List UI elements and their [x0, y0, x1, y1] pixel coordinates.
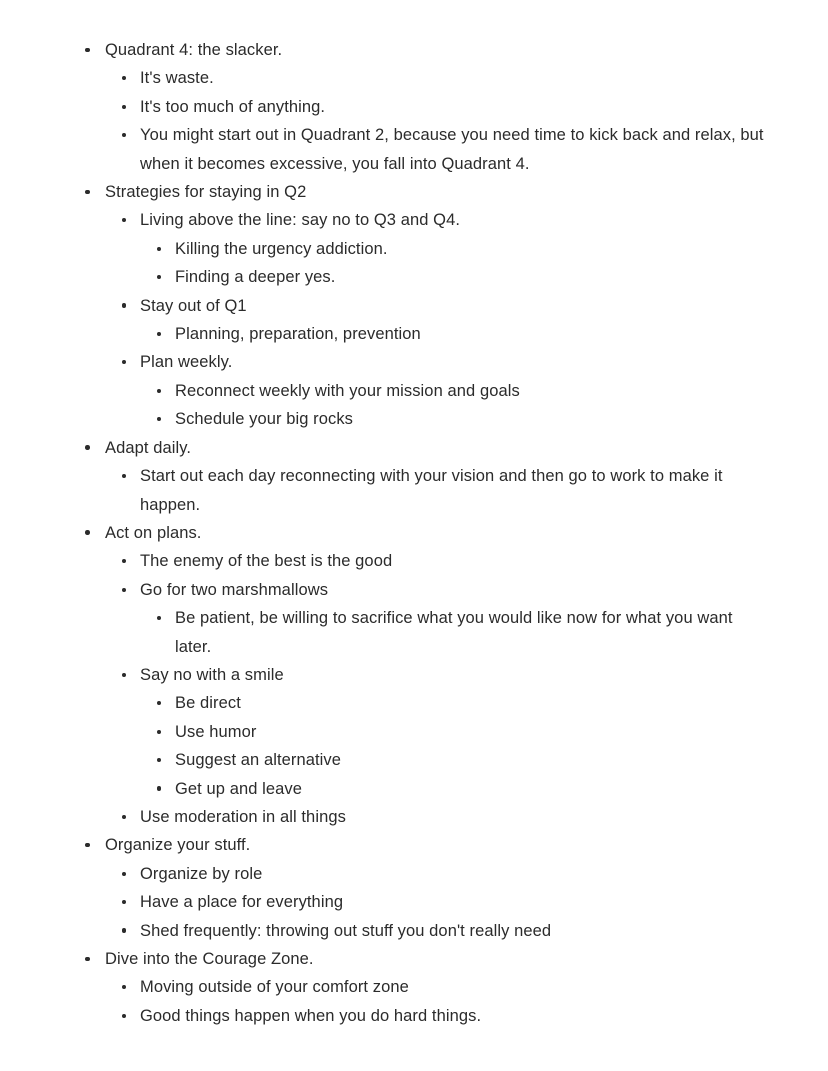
- bullet-icon: [122, 900, 126, 904]
- list-item: [140, 689, 768, 717]
- list-item: [140, 718, 768, 746]
- list-item-text: The enemy of the best is the good: [140, 552, 393, 571]
- list-item-text: Quadrant 4: the slacker.: [105, 41, 283, 59]
- bullet-icon: [157, 332, 161, 336]
- list-item: [140, 746, 768, 774]
- list-item-text: Suggest an alternative: [175, 751, 342, 770]
- bullet-icon: [157, 701, 161, 705]
- bullet-icon: [122, 76, 126, 80]
- bullet-icon: [85, 48, 90, 53]
- list-item-text: It's too much of anything.: [140, 97, 326, 116]
- bullet-icon: [122, 303, 126, 307]
- list-item-text: Planning, preparation, prevention: [175, 325, 421, 344]
- list-item: [140, 320, 768, 348]
- list-item-text: Shed frequently: throwing out stuff you don't really need: [140, 921, 552, 940]
- list-item: [105, 1002, 768, 1030]
- list-item-text: Use moderation in all things: [140, 807, 346, 826]
- list-item: [105, 206, 768, 291]
- list-item: [78, 434, 768, 519]
- list-item-text: Have a place for everything: [140, 893, 344, 912]
- list-item-text: Plan weekly.: [140, 353, 233, 372]
- bullet-icon: [157, 730, 161, 734]
- list-item-text: Good things happen when you do hard things.: [140, 1006, 482, 1025]
- bullet-icon: [122, 985, 126, 989]
- bullet-icon: [122, 218, 126, 222]
- list-item-text: Strategies for staying in Q2: [105, 183, 307, 202]
- list-item: [140, 604, 768, 661]
- outline-level-2: [105, 547, 768, 831]
- list-item-text: Say no with a smile: [140, 665, 284, 684]
- bullet-icon: [122, 815, 126, 819]
- bullet-icon: [122, 133, 126, 137]
- list-item: [105, 803, 768, 831]
- outline-level-3: [140, 235, 768, 292]
- outline-level-2: [105, 860, 768, 945]
- list-item: [140, 235, 768, 263]
- list-item-text: Get up and leave: [175, 779, 302, 798]
- list-item-text: You might start out in Quadrant 2, because you need time to kick back and relax, but when it becomes excessive, you fall into Quadrant 4.: [140, 126, 764, 173]
- bullet-icon: [85, 445, 90, 450]
- list-item: [105, 64, 768, 92]
- list-item: [105, 93, 768, 121]
- list-item: [105, 888, 768, 916]
- bullet-icon: [85, 843, 90, 848]
- list-item-text: Organize your stuff.: [105, 836, 251, 855]
- list-item: [78, 831, 768, 945]
- list-item: [140, 775, 768, 803]
- list-item-text: Killing the urgency addiction.: [175, 239, 388, 258]
- outline-level-2: [105, 973, 768, 1030]
- list-item: [140, 263, 768, 291]
- bullet-icon: [122, 1014, 126, 1018]
- bullet-icon: [157, 389, 161, 393]
- bullet-icon: [122, 559, 126, 563]
- bullet-icon: [122, 872, 126, 876]
- bullet-icon: [122, 673, 126, 677]
- list-item: [105, 348, 768, 433]
- list-item: [105, 462, 768, 519]
- list-item-text: Act on plans.: [105, 523, 202, 542]
- outline-level-3: [140, 604, 768, 661]
- bullet-icon: [85, 190, 90, 195]
- bullet-icon: [157, 247, 161, 251]
- outline-level-2: [105, 462, 768, 519]
- bullet-icon: [85, 530, 90, 535]
- list-item: [78, 178, 768, 434]
- list-item-text: It's waste.: [140, 69, 214, 88]
- bullet-icon: [85, 957, 90, 962]
- list-item-text: Be patient, be willing to sacrifice what you would like now for what you want later.: [175, 609, 733, 656]
- list-item: [105, 576, 768, 661]
- outline-level-3: [140, 689, 768, 803]
- list-item-text: Be direct: [175, 694, 241, 713]
- list-item-text: Finding a deeper yes.: [175, 268, 336, 287]
- bullet-icon: [122, 474, 126, 478]
- bullet-icon: [122, 105, 126, 109]
- list-item: [78, 945, 768, 1030]
- list-item-text: Organize by role: [140, 864, 263, 883]
- bullet-icon: [157, 417, 161, 421]
- bullet-icon: [122, 588, 126, 592]
- bullet-icon: [122, 928, 126, 932]
- outline-level-2: [105, 206, 768, 433]
- list-item-text: Reconnect weekly with your mission and goals: [175, 381, 520, 400]
- list-item: [78, 519, 768, 831]
- bullet-icon: [157, 275, 161, 279]
- list-item: [105, 547, 768, 575]
- list-item: [105, 292, 768, 349]
- bullet-icon: [122, 360, 126, 364]
- list-item: [105, 917, 768, 945]
- outline-level-3: [140, 320, 768, 348]
- outline-level-2: [105, 64, 768, 178]
- bullet-icon: [157, 786, 161, 790]
- list-item-text: Stay out of Q1: [140, 296, 247, 315]
- list-item: [105, 973, 768, 1001]
- list-item-text: Adapt daily.: [105, 438, 191, 457]
- list-item: [105, 661, 768, 803]
- list-item-text: Dive into the Courage Zone.: [105, 950, 314, 968]
- list-item-text: Start out each day reconnecting with your vision and then go to work to make it happen.: [140, 467, 723, 514]
- list-item: [105, 860, 768, 888]
- list-item: [140, 377, 768, 405]
- list-item-text: Living above the line: say no to Q3 and Q4.: [140, 211, 461, 230]
- bullet-icon: [157, 616, 161, 620]
- list-item-text: Schedule your big rocks: [175, 410, 353, 429]
- list-item-text: Use humor: [175, 722, 257, 741]
- list-item: [78, 36, 768, 178]
- bullet-icon: [157, 758, 161, 762]
- list-item: [105, 121, 768, 178]
- list-item: [140, 405, 768, 433]
- list-item-text: Moving outside of your comfort zone: [140, 978, 409, 997]
- list-item-text: Go for two marshmallows: [140, 580, 329, 599]
- outline-level-3: [140, 377, 768, 434]
- outline-list: [78, 36, 768, 1030]
